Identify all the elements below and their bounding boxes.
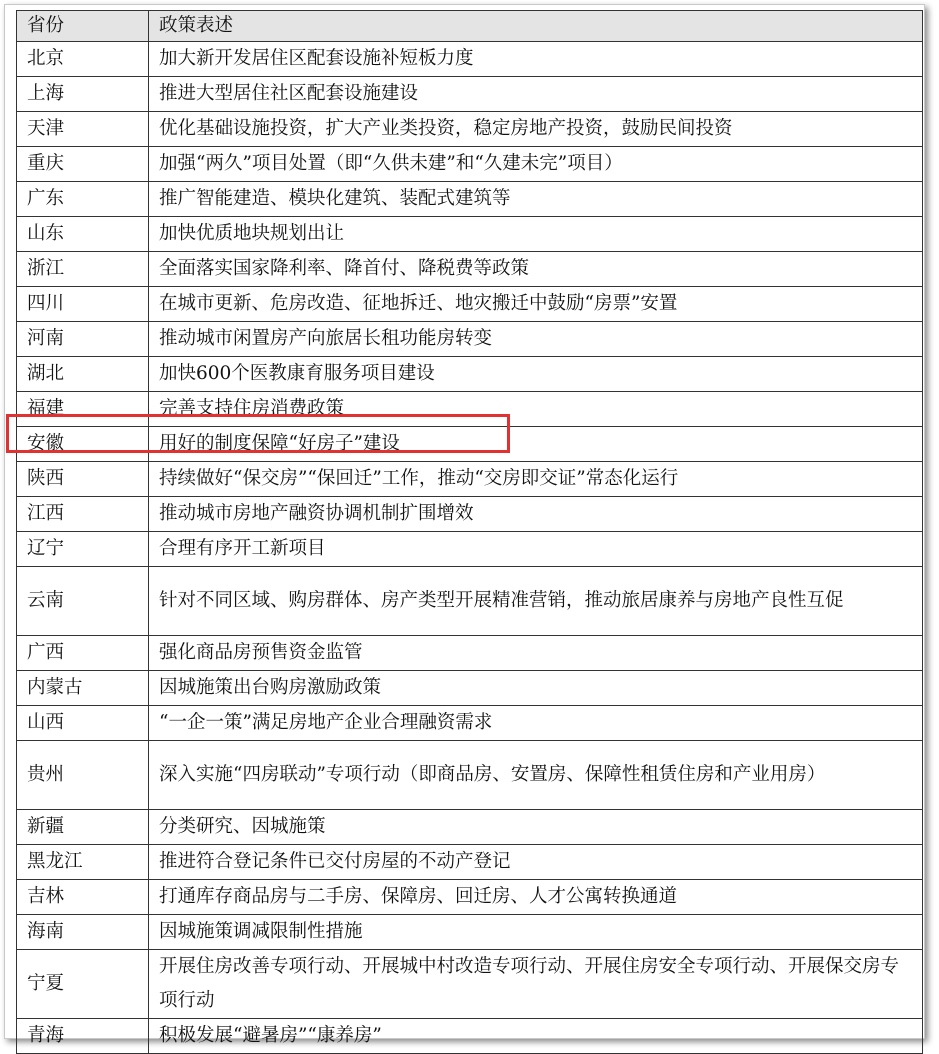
province-cell: 海南 <box>17 915 149 950</box>
province-cell: 上海 <box>17 77 149 112</box>
province-cell: 青海 <box>17 1019 149 1054</box>
province-cell: 河南 <box>17 322 149 357</box>
province-cell: 湖北 <box>17 357 149 392</box>
table-header-row <box>17 11 923 42</box>
table-row <box>17 357 923 392</box>
table-row <box>17 252 923 287</box>
table-body <box>17 42 923 1054</box>
policy-cell: 加强“两久”项目处置（即“久供未建”和“久建未完”项目） <box>149 147 923 182</box>
policy-cell: 分类研究、因城施策 <box>149 810 923 845</box>
policy-cell: 持续做好“保交房”“保回迁”工作，推动“交房即交证”常态化运行 <box>149 462 923 497</box>
header-policy: 政策表述 <box>149 11 923 42</box>
table-row <box>17 671 923 706</box>
table-row <box>17 147 923 182</box>
policy-cell: 推进符合登记条件已交付房屋的不动产登记 <box>149 845 923 880</box>
policy-cell: 开展住房改善专项行动、开展城中村改造专项行动、开展住房安全专项行动、开展保交房专项行动 <box>149 950 923 1019</box>
table-row <box>17 880 923 915</box>
policy-cell: 优化基础设施投资，扩大产业类投资，稳定房地产投资，鼓励民间投资 <box>149 112 923 147</box>
province-cell: 山西 <box>17 706 149 741</box>
table-row <box>17 636 923 671</box>
table-row <box>17 915 923 950</box>
policy-cell: 针对不同区域、购房群体、房产类型开展精准营销，推动旅居康养与房地产良性互促 <box>149 567 923 636</box>
province-cell: 四川 <box>17 287 149 322</box>
table-row <box>17 532 923 567</box>
table-row <box>17 950 923 1019</box>
policy-cell: 用好的制度保障“好房子”建设 <box>149 427 923 462</box>
province-cell: 贵州 <box>17 741 149 810</box>
table-row <box>17 112 923 147</box>
policy-cell: 全面落实国家降利率、降首付、降税费等政策 <box>149 252 923 287</box>
province-cell: 内蒙古 <box>17 671 149 706</box>
policy-cell: 合理有序开工新项目 <box>149 532 923 567</box>
province-cell: 宁夏 <box>17 950 149 1019</box>
table-frame <box>4 4 925 1046</box>
province-cell: 北京 <box>17 42 149 77</box>
province-cell: 浙江 <box>17 252 149 287</box>
policy-cell: 完善支持住房消费政策 <box>149 392 923 427</box>
province-cell: 辽宁 <box>17 532 149 567</box>
province-cell: 广东 <box>17 182 149 217</box>
province-cell: 云南 <box>17 567 149 636</box>
policy-cell: 积极发展“避暑房”“康养房” <box>149 1019 923 1054</box>
policy-cell: 推广智能建造、模块化建筑、装配式建筑等 <box>149 182 923 217</box>
province-cell: 吉林 <box>17 880 149 915</box>
table-row <box>17 462 923 497</box>
province-cell: 黑龙江 <box>17 845 149 880</box>
table-row <box>17 427 923 462</box>
policy-cell: 加快优质地块规划出让 <box>149 217 923 252</box>
policy-cell: 推动城市闲置房产向旅居长租功能房转变 <box>149 322 923 357</box>
province-cell: 重庆 <box>17 147 149 182</box>
policy-cell: 因城施策出台购房激励政策 <box>149 671 923 706</box>
table-row <box>17 287 923 322</box>
province-cell: 陕西 <box>17 462 149 497</box>
policy-cell: 加快600个医教康育服务项目建设 <box>149 357 923 392</box>
header-province: 省份 <box>17 11 149 42</box>
policy-cell: 推动城市房地产融资协调机制扩围增效 <box>149 497 923 532</box>
table-row <box>17 77 923 112</box>
province-cell: 江西 <box>17 497 149 532</box>
policy-cell: 深入实施“四房联动”专项行动（即商品房、安置房、保障性租赁住房和产业用房） <box>149 741 923 810</box>
province-cell: 广西 <box>17 636 149 671</box>
province-cell: 新疆 <box>17 810 149 845</box>
policy-cell: 因城施策调减限制性措施 <box>149 915 923 950</box>
table-row <box>17 497 923 532</box>
table-row <box>17 845 923 880</box>
policy-cell: 强化商品房预售资金监管 <box>149 636 923 671</box>
policy-cell: 打通库存商品房与二手房、保障房、回迁房、人才公寓转换通道 <box>149 880 923 915</box>
policy-cell: 加大新开发居住区配套设施补短板力度 <box>149 42 923 77</box>
table-row <box>17 706 923 741</box>
table-row <box>17 741 923 810</box>
province-cell: 安徽 <box>17 427 149 462</box>
table-row <box>17 217 923 252</box>
province-cell: 福建 <box>17 392 149 427</box>
policy-cell: 在城市更新、危房改造、征地拆迁、地灾搬迁中鼓励“房票”安置 <box>149 287 923 322</box>
table-row <box>17 392 923 427</box>
table-row <box>17 567 923 636</box>
policy-cell: “一企一策”满足房地产企业合理融资需求 <box>149 706 923 741</box>
policy-table <box>16 10 923 1054</box>
table-row <box>17 182 923 217</box>
table-row <box>17 1019 923 1054</box>
province-cell: 山东 <box>17 217 149 252</box>
table-row <box>17 810 923 845</box>
table-row <box>17 42 923 77</box>
table-row <box>17 322 923 357</box>
province-cell: 天津 <box>17 112 149 147</box>
policy-cell: 推进大型居住社区配套设施建设 <box>149 77 923 112</box>
